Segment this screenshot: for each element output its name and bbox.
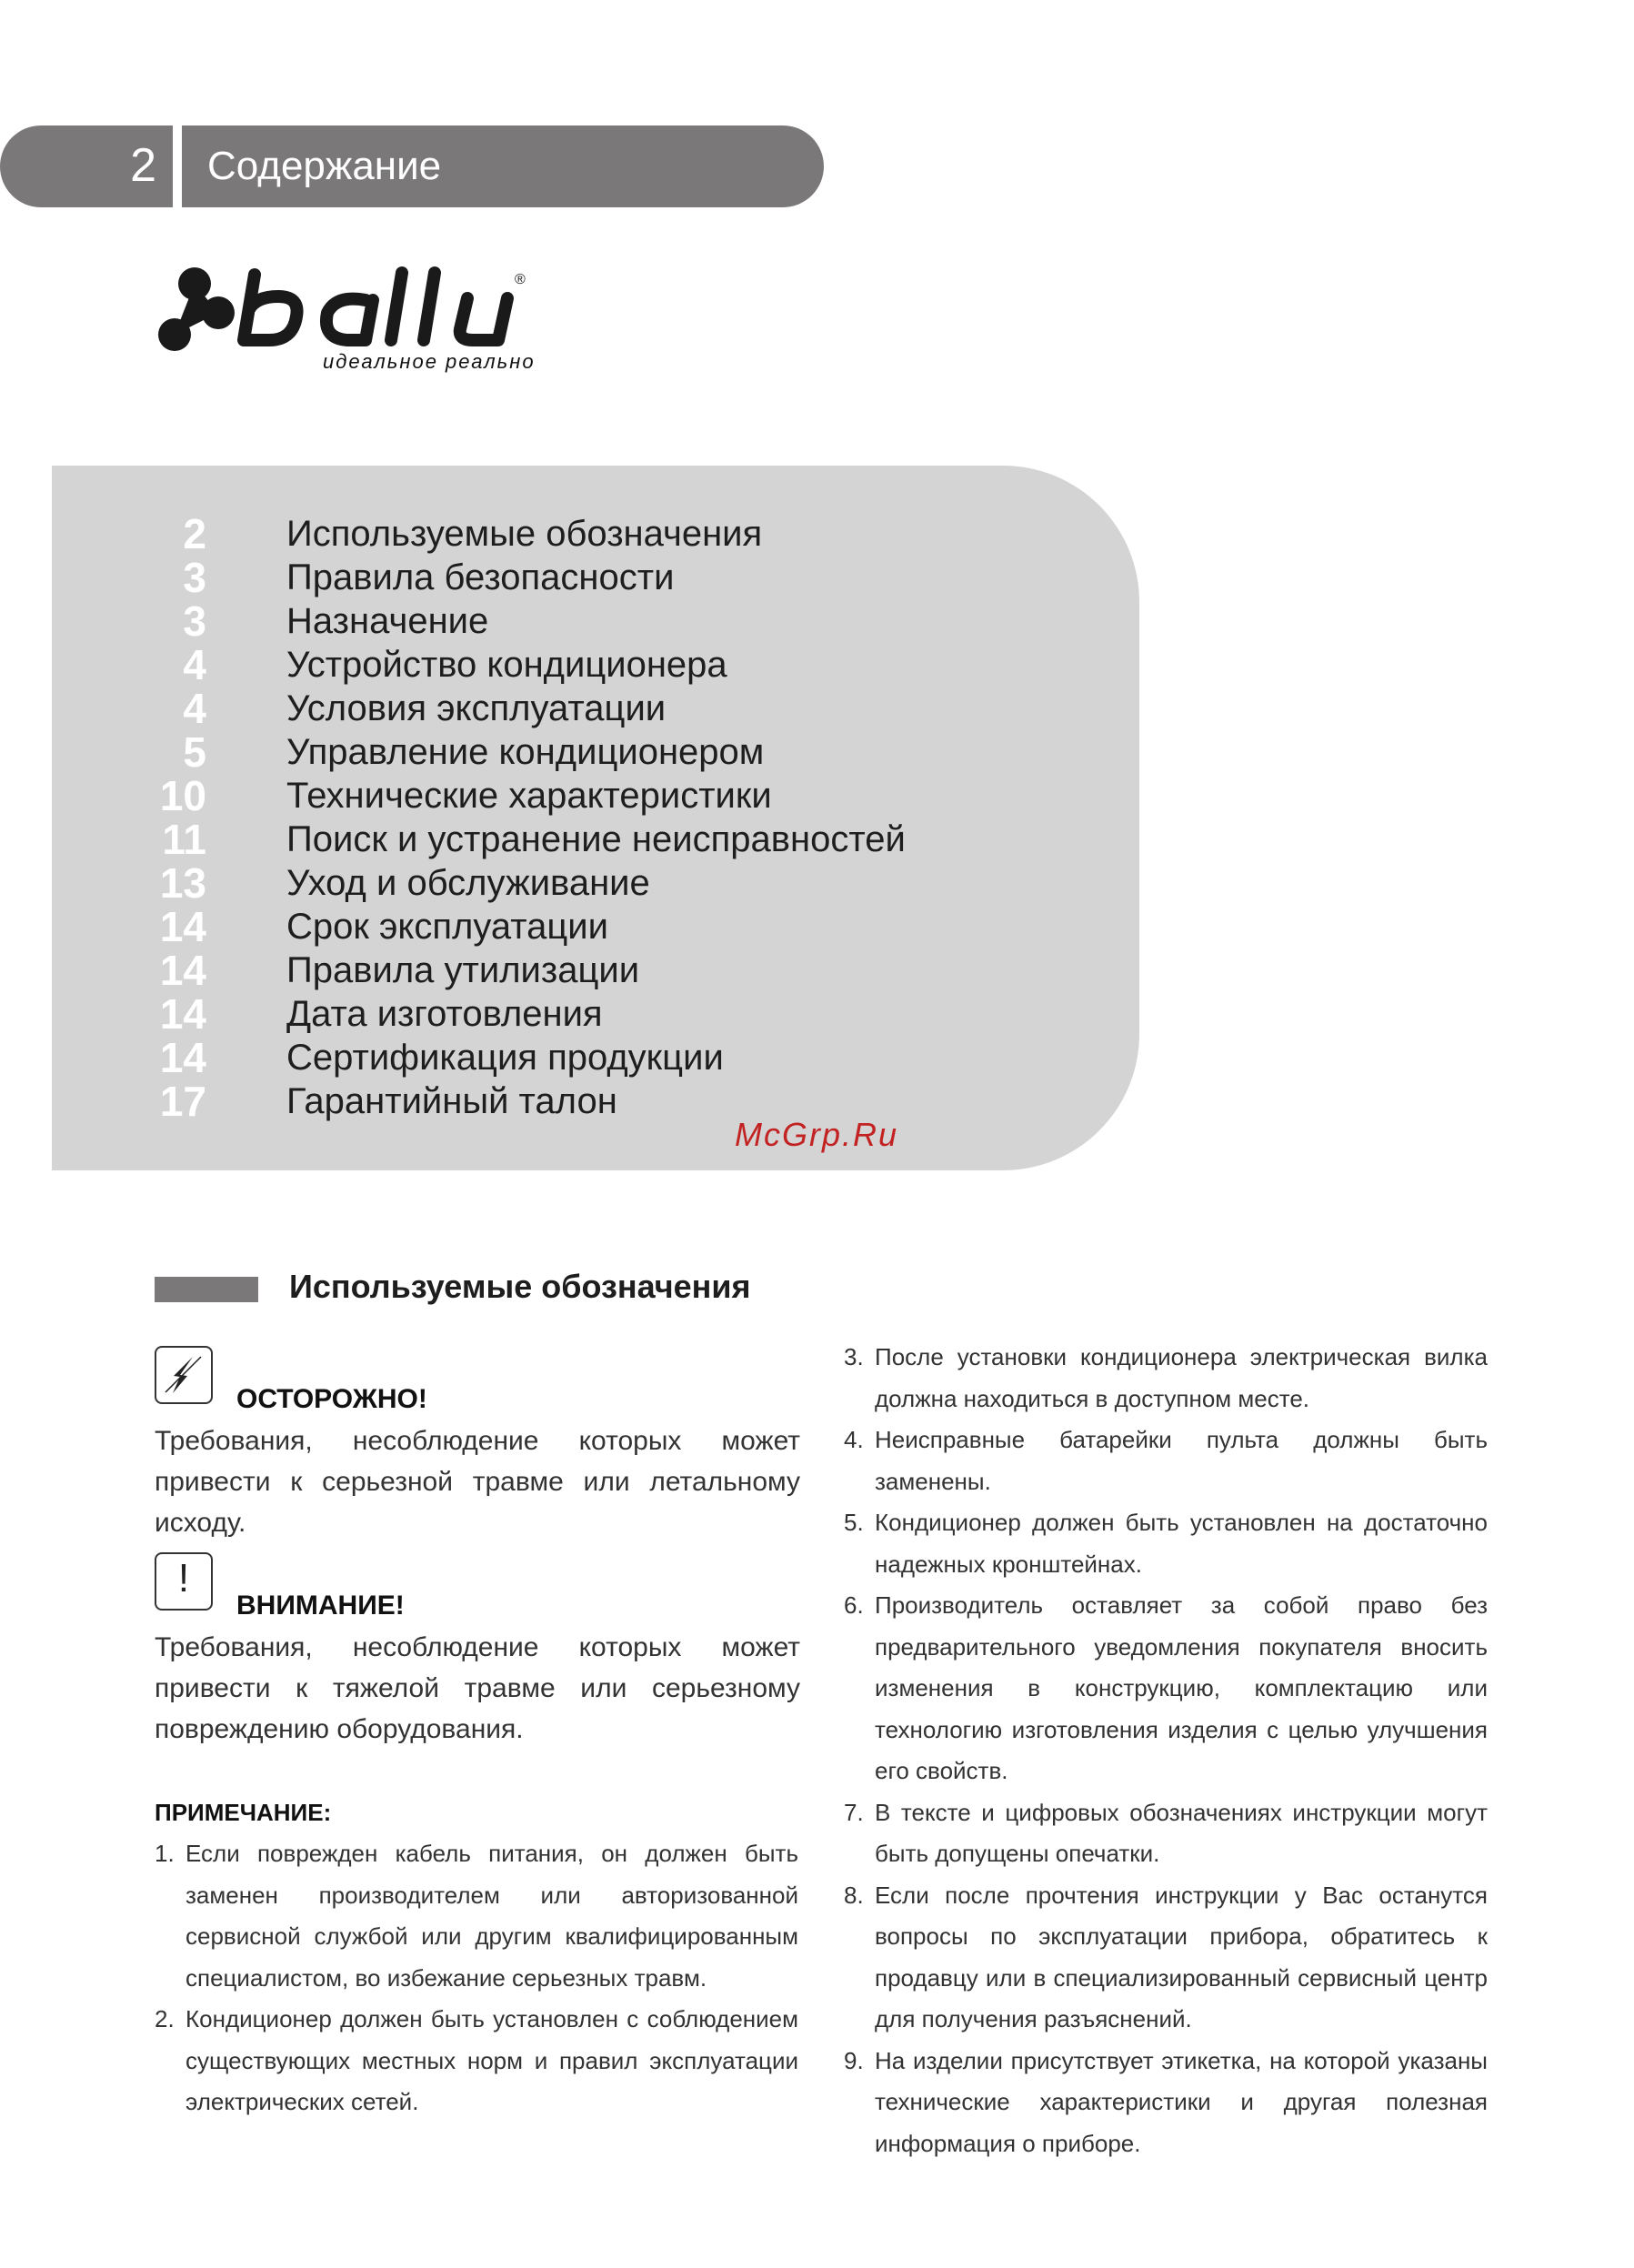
toc-item[interactable]: [52, 774, 1052, 818]
toc-page-number: 11: [162, 816, 206, 863]
toc-item[interactable]: [52, 1079, 1052, 1123]
toc-page-number: 14: [159, 1034, 206, 1081]
exclamation-icon: !: [155, 1552, 213, 1611]
toc-label: Сертификация продукции: [286, 1038, 724, 1078]
toc-page-number: 4: [183, 685, 206, 732]
toc-item[interactable]: [52, 1036, 1052, 1079]
toc-page-number: 14: [159, 990, 206, 1038]
note-text: После установки кондиционера электрическая вилка должна находиться в доступном месте.: [875, 1343, 1488, 1412]
toc-page-number: 3: [183, 554, 206, 601]
page-number-tab: [0, 125, 173, 207]
note-item: [844, 1585, 1488, 1792]
toc-page-number: 5: [183, 728, 206, 776]
toc-label: Назначение: [286, 601, 489, 641]
note-item: [844, 1420, 1488, 1502]
toc-item[interactable]: [52, 992, 1052, 1036]
toc-page-number: 14: [159, 903, 206, 950]
note-item: [844, 1875, 1488, 2041]
logo-tagline: идеальное реально: [323, 350, 536, 373]
note-number: 4.: [844, 1426, 864, 1453]
note-item: [844, 1792, 1488, 1875]
toc-item[interactable]: [52, 687, 1052, 730]
notes-list-left: [155, 1833, 798, 2123]
toc-label: Гарантийный талон: [286, 1081, 617, 1121]
table-of-contents: [52, 466, 1139, 1170]
note-number: 1.: [155, 1840, 175, 1867]
toc-label: Условия эксплуатации: [286, 688, 667, 728]
attention-text: Требования, несоблюдение которых может привести к тяжелой травме или серьезному повреждению оборудования.: [155, 1632, 800, 1744]
note-number: 6.: [844, 1591, 864, 1619]
toc-item[interactable]: [52, 730, 1052, 774]
note-number: 9.: [844, 2046, 864, 2074]
toc-item[interactable]: [52, 512, 1052, 556]
toc-item[interactable]: [52, 905, 1052, 948]
toc-label: Срок эксплуатации: [286, 907, 608, 947]
toc-item[interactable]: [52, 643, 1052, 687]
note-heading: ПРИМЕЧАНИЕ:: [155, 1799, 332, 1826]
toc-page-number: 13: [159, 859, 206, 907]
note-text: Неисправные батарейки пульта должны быть заменены.: [875, 1426, 1488, 1495]
caution-heading: ОСТОРОЖНО!: [236, 1384, 427, 1414]
svg-text:®: ®: [515, 272, 526, 287]
note-item: [844, 1337, 1488, 1420]
toc-label: Правила безопасности: [286, 557, 675, 597]
toc-label: Используемые обозначения: [286, 514, 763, 554]
note-text: В тексте и цифровых обозначениях инструкции могут быть допущены опечатки.: [875, 1798, 1488, 1867]
page-number: 2: [130, 139, 156, 192]
toc-label: Управление кондиционером: [286, 732, 765, 772]
note-item: [844, 1502, 1488, 1585]
note-number: 7.: [844, 1798, 864, 1826]
toc-label: Правила утилизации: [286, 950, 640, 990]
note-item: [155, 1833, 798, 1999]
note-number: 5.: [844, 1509, 864, 1536]
note-text: Производитель оставляет за собой право без предварительного уведомления покупателя вносить изменения в конструкцию, комплектацию или технологию изготовления изделия с целью улучшения его свойств.: [875, 1591, 1488, 1784]
toc-label: Поиск и устранение неисправностей: [286, 819, 906, 859]
toc-page-number: 4: [183, 641, 206, 688]
notes-list-right: [844, 1337, 1488, 2164]
toc-page-number: 10: [159, 772, 206, 819]
toc-item[interactable]: [52, 599, 1052, 643]
note-text: Если поврежден кабель питания, он должен быть заменен производителем или авторизованной сервисной службой или другим квалифицированным специалистом, во избежание серьезных травм.: [185, 1840, 798, 1992]
note-text: Кондиционер должен быть установлен с соблюдением существующих местных норм и правил эксплуатации электрических сетей.: [185, 2005, 798, 2115]
toc-page-number: 3: [183, 597, 206, 645]
toc-page-number: 17: [159, 1078, 206, 1125]
toc-page-number: 2: [183, 510, 206, 557]
attention-heading: ВНИМАНИЕ!: [236, 1591, 405, 1621]
toc-item[interactable]: [52, 948, 1052, 992]
section-bar: [155, 1277, 258, 1302]
toc-item[interactable]: [52, 818, 1052, 861]
note-number: 2.: [155, 2005, 175, 2032]
watermark: McGrp.Ru: [735, 1116, 899, 1153]
section-title: Используемые обозначения: [289, 1268, 751, 1305]
note-item: [155, 1999, 798, 2123]
note-number: 8.: [844, 1881, 864, 1909]
note-text: Кондиционер должен быть установлен на достаточно надежных кронштейнах.: [875, 1509, 1488, 1578]
toc-item[interactable]: [52, 556, 1052, 599]
lightning-icon: [155, 1346, 213, 1404]
toc-label: Устройство кондиционера: [286, 645, 727, 685]
caution-text: Требования, несоблюдение которых может привести к серьезной травме или летальному исходу.: [155, 1426, 800, 1538]
toc-item[interactable]: [52, 861, 1052, 905]
note-text: Если после прочтения инструкции у Вас останутся вопросы по эксплуатации прибора, обратитесь к продавцу или в специализированный сервисный центр для получения разъяснений.: [875, 1881, 1488, 2032]
toc-page-number: 14: [159, 947, 206, 994]
header-title-bar: [182, 125, 824, 207]
note-number: 3.: [844, 1343, 864, 1370]
toc-label: Дата изготовления: [286, 994, 603, 1034]
note-item: [844, 2041, 1488, 2165]
page-title: Содержание: [207, 144, 442, 188]
note-text: На изделии присутствует этикетка, на которой указаны технические характеристики и другая полезная информация о приборе.: [875, 2046, 1488, 2157]
toc-label: Технические характеристики: [286, 776, 772, 816]
toc-label: Уход и обслуживание: [286, 863, 650, 903]
